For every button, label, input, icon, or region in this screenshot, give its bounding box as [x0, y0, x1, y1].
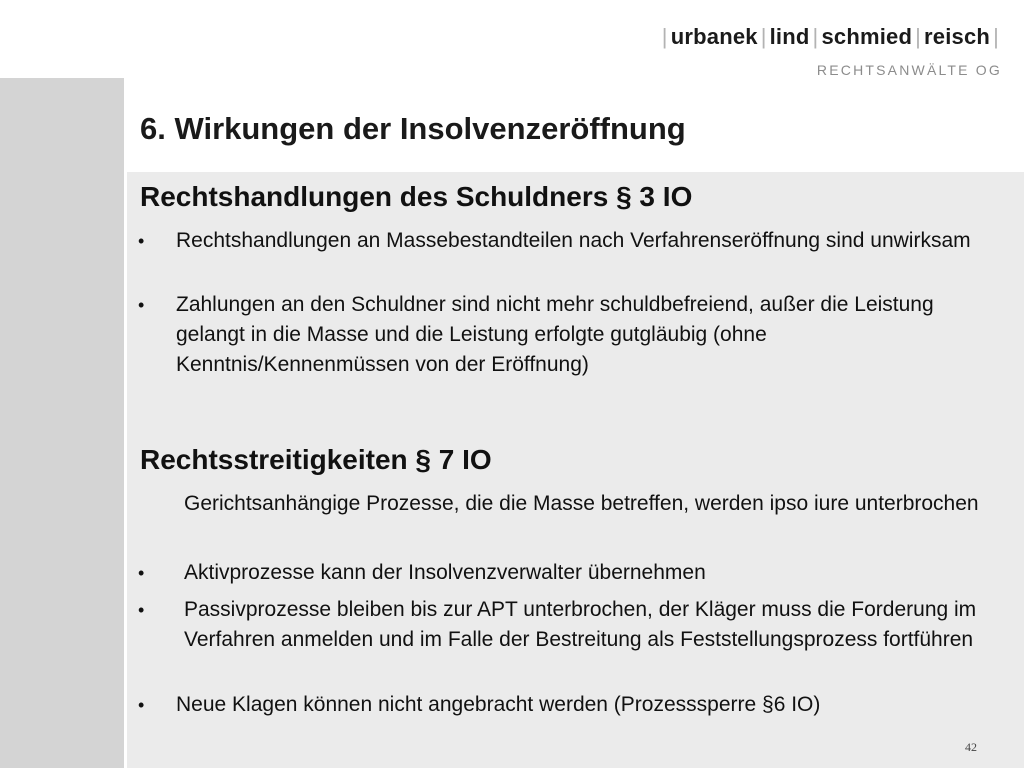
logo-separator: |: [993, 24, 999, 49]
firm-subtitle: RECHTSANWÄLTE OG: [816, 62, 1002, 78]
section2-item-1: Aktivprozesse kann der Insolvenzverwalter übernehmen: [184, 561, 706, 584]
firm-logo: [659, 24, 1002, 78]
section2-intro: Gerichtsanhängige Prozesse, die die Masse betreffen, werden ipso iure unterbrochen: [184, 492, 979, 515]
firm-names: [659, 24, 1002, 50]
firm-name-2: lind: [769, 24, 810, 49]
left-sidebar-decoration: [0, 78, 124, 768]
slide-title: 6. Wirkungen der Insolvenzeröffnung: [140, 111, 686, 146]
section-heading-rechtshandlungen: Rechtshandlungen des Schuldners § 3 IO: [140, 181, 693, 212]
bullet-marker: •: [138, 231, 145, 251]
firm-name-3: schmied: [821, 24, 913, 49]
logo-separator: |: [915, 24, 922, 49]
page-number: 42: [965, 740, 977, 754]
section1-item-1: Rechtshandlungen an Massebestandteilen nach Verfahrenseröffnung sind unwirksam: [176, 229, 971, 252]
bullet-marker: •: [138, 600, 145, 620]
section1-item-2: Zahlungen an den Schuldner sind nicht mehr schuldbefreiend, außer die Leistung gelangt in die Masse und die Leistung erfolgte gutgläubig (ohne Kenntnis/Kennenmüssen von der Eröffnung): [176, 293, 934, 376]
bullet-marker: •: [138, 695, 145, 715]
bullet-marker: •: [138, 295, 145, 315]
bullet-marker: •: [138, 563, 145, 583]
logo-separator: |: [812, 24, 819, 49]
section2-item-2: Passivprozesse bleiben bis zur APT unterbrochen, der Kläger muss die Forderung im Verfahren anmelden und im Falle der Bestreitung als Feststellungsprozess fortführen: [184, 598, 977, 651]
logo-separator: |: [661, 24, 668, 49]
section-heading-rechtsstreitigkeiten: Rechtsstreitigkeiten § 7 IO: [140, 444, 492, 475]
section2-item-3: Neue Klagen können nicht angebracht werden (Prozesssperre §6 IO): [176, 693, 821, 716]
logo-separator: |: [760, 24, 767, 49]
firm-name-1: urbanek: [670, 24, 758, 49]
firm-name-4: reisch: [924, 24, 991, 49]
